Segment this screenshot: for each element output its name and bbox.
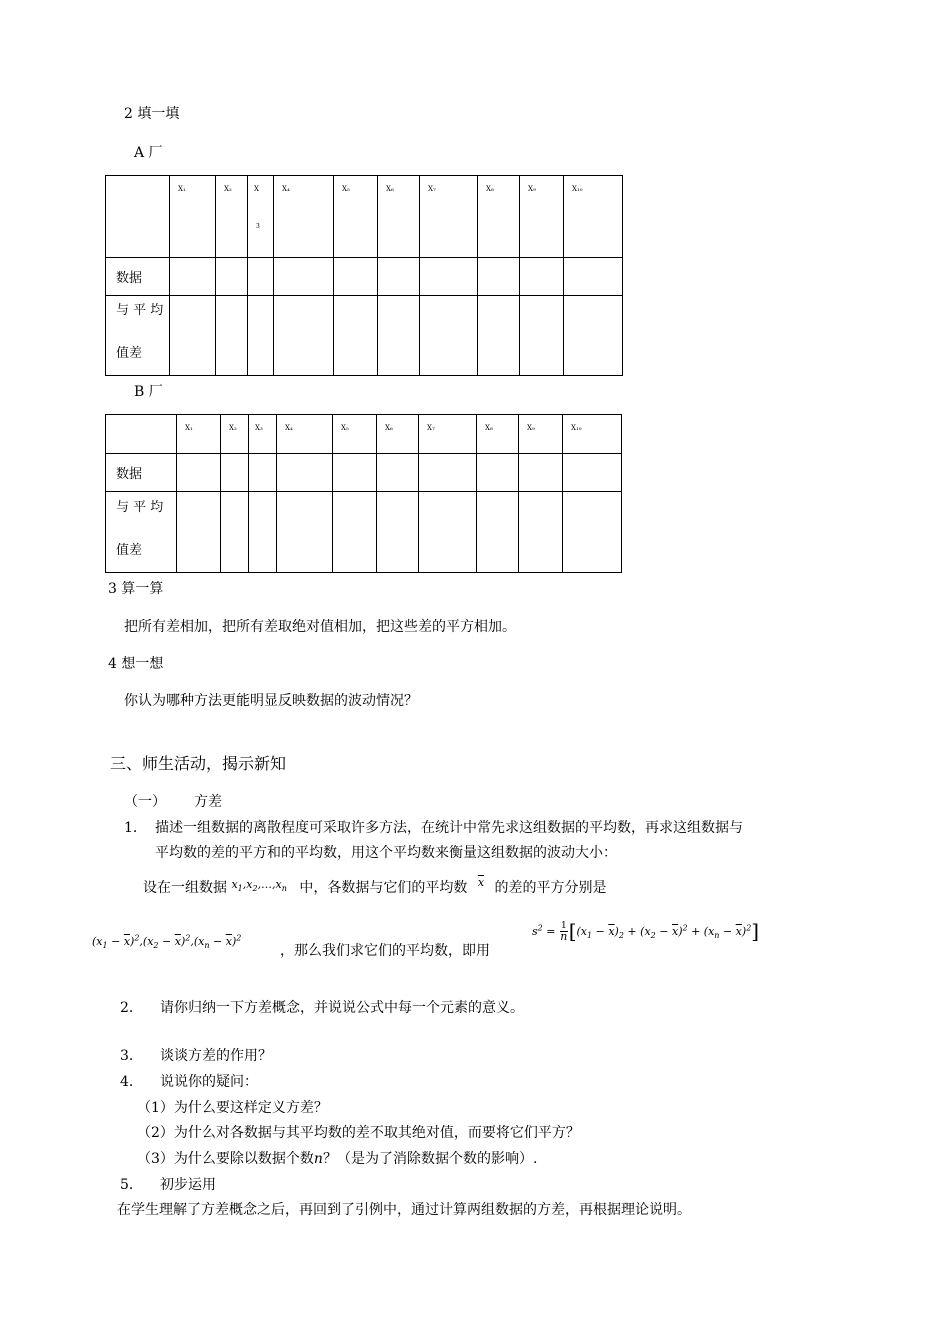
question-3-variable: n [313,1151,323,1167]
closing-paragraph: 在学生理解了方差概念之后，再回到了引例中，通过计算两组数据的方差，再根据理论说明。 [117,1202,691,1218]
item-1-line-1: 描述一组数据的离散程度可采取许多方法，在统计中常先求这组数据的平均数，再求这组数据与 [155,820,743,836]
table-header: X₈ [486,185,494,193]
table-header: X₄ [285,424,293,432]
table-header: X₅ [341,424,349,432]
table-cell [106,176,170,258]
question-3-suffix: ？（是为了消除数据个数的影响）. [322,1151,538,1167]
factory-b-label: B 厂 [134,384,163,400]
table-header: X₉ [527,424,535,432]
section-3-text: 把所有差相加，把所有差取绝对值相加，把这些差的平方相加。 [124,619,516,635]
table-b-diff-row [106,492,622,573]
data-set-formula: x1,x2,…,xn [231,878,287,894]
table-header: X₁₀ [571,424,582,432]
row-label-diff-line1: 与 平 均 [116,500,164,515]
section-4-text: 你认为哪种方法更能明显反映数据的波动情况？ [124,693,418,709]
table-header: X [254,185,259,193]
item-2-number: 2． [120,1000,143,1016]
row-label-diff-line2: 值差 [116,543,143,558]
table-header: X₆ [386,185,394,193]
item-3-text: 谈谈方差的作用？ [160,1048,272,1064]
table-a-diff-row [106,296,623,376]
question-3 [137,1148,537,1168]
section-4-title: 4 想一想 [108,656,164,672]
table-header: X₁ [185,424,193,432]
table-factory-a [105,175,623,376]
item-3-number: 3． [120,1048,143,1064]
row-label-data: 数据 [116,271,143,286]
row-label-diff-line2: 值差 [116,346,143,361]
item-4-text: 说说你的疑问： [160,1074,258,1090]
item-2-text: 请你归纳一下方差概念，并说说公式中每一个元素的意义。 [160,1000,524,1016]
part-3-heading: 三、师生活动，揭示新知 [110,754,287,773]
question-1: （1）为什么要这样定义方差？ [137,1100,328,1116]
table-header: X₁ [178,185,186,193]
table-b-header-row [106,415,622,454]
formula-mid-text: ，那么我们求它们的平均数，即用 [280,943,490,959]
table-header: X₆ [385,424,393,432]
table-header: X₇ [428,185,436,193]
table-header: X₉ [528,185,536,193]
row-label-data: 数据 [116,467,143,482]
row-label-diff-line1: 与 平 均 [116,303,164,318]
mean-symbol: x [477,876,485,889]
table-header: X₄ [282,185,290,193]
section-2-title: 2 填一填 [124,106,180,122]
table-header: X₂ [224,185,232,193]
squared-diffs-formula: $(x_1 - \overline{x})^2,(x_2 - \overline{x})^2,(x_n - \overline{x})^2$ [92,933,242,951]
question-2: （2）为什么对各数据与其平均数的差不取其绝对值，而要将它们平方？ [137,1125,580,1141]
item-1-number: 1． [124,820,147,836]
table-factory-b [105,414,622,573]
item-5-number: 5． [120,1177,143,1193]
table-header: X₂ [229,424,237,432]
set-line [143,876,607,897]
table-a-header-row [106,176,623,258]
item-5-text: 初步运用 [160,1177,216,1193]
section-3-title: 3 算一算 [108,581,164,597]
set-prefix: 设在一组数据 [143,880,227,896]
factory-a-label: A 厂 [134,145,163,161]
table-b-data-row [106,454,622,492]
sub-heading-text: 方差 [194,794,222,810]
item-1-line-2: 平均数的差的平方和的平均数，用这个平均数来衡量这组数据的波动大小： [155,845,617,861]
item-4-number: 4． [120,1074,143,1090]
table-header: X₅ [342,185,350,193]
table-header: X₈ [485,424,493,432]
table-a-data-row [106,258,623,296]
table-header-sub: 3 [256,223,260,230]
table-header: X₇ [427,424,435,432]
set-middle: 中，各数据与它们的平均数 [299,880,468,896]
table-header: X₁₀ [572,185,583,193]
set-suffix: 的差的平方分别是 [494,880,607,896]
question-3-prefix: （3）为什么要除以数据个数 [137,1151,314,1167]
table-header: X₃ [255,424,263,432]
variance-formula: $s^2$ = $\frac{1}{n}$ $[(x_1 - \overline{x})_2 + (x_2 - \overline{x})^2 + (x_n - \overline{x})^2]$ [532,919,760,943]
sub-heading-number: （一） [124,794,166,810]
